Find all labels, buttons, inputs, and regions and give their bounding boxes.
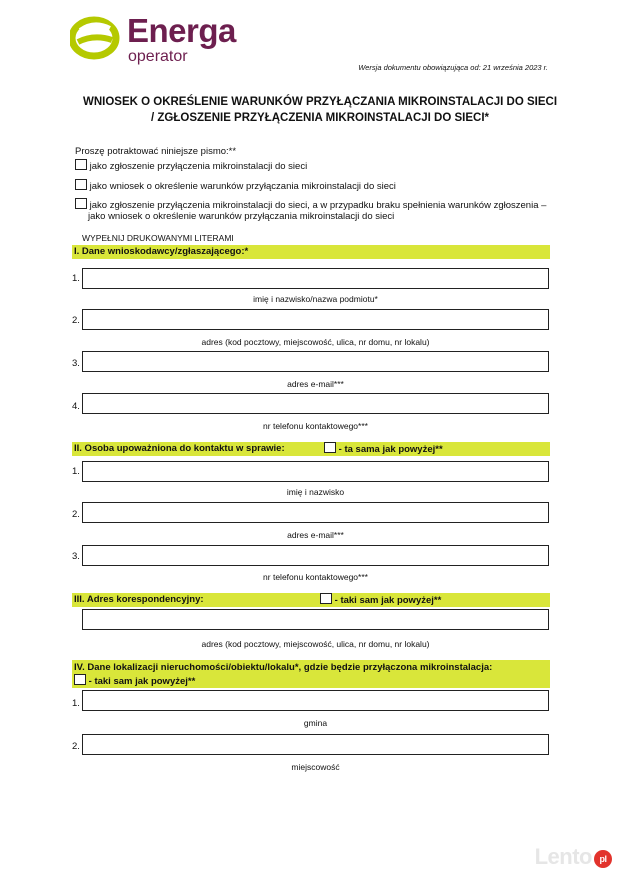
field-caption: nr telefonu kontaktowego*** bbox=[263, 572, 368, 582]
correspondence-address-input[interactable] bbox=[82, 609, 549, 630]
section-4-same-checkbox[interactable] bbox=[74, 674, 86, 685]
field-number: 4. bbox=[72, 401, 80, 412]
section-3-title: III. Adres korespondencyjny: bbox=[74, 594, 204, 605]
applicant-email-input[interactable] bbox=[82, 351, 549, 372]
applicant-phone-input[interactable] bbox=[82, 393, 549, 414]
contact-phone-input[interactable] bbox=[82, 545, 549, 566]
option-2-checkbox[interactable] bbox=[75, 179, 87, 190]
applicant-address-input[interactable] bbox=[82, 309, 549, 330]
applicant-name-input[interactable] bbox=[82, 268, 549, 289]
field-number: 1. bbox=[72, 698, 80, 709]
field-caption: adres e-mail*** bbox=[287, 379, 344, 389]
watermark-badge: pl bbox=[594, 850, 612, 868]
field-number: 2. bbox=[72, 315, 80, 326]
section-2-same-label: - ta sama jak powyżej** bbox=[338, 444, 443, 455]
section-1-header: I. Dane wnioskodawcy/zgłaszającego:* bbox=[72, 245, 550, 259]
field-number: 1. bbox=[72, 466, 80, 477]
field-caption: imię i nazwisko/nazwa podmiotu* bbox=[253, 294, 378, 304]
form-title-line1: WNIOSEK O OKREŚLENIE WARUNKÓW PRZYŁĄCZANIA MIKROINSTALACJI DO SIECI bbox=[82, 96, 558, 108]
option-1-checkbox[interactable] bbox=[75, 159, 87, 170]
option-1-label: jako zgłoszenie przyłączenia mikroinstalacji do sieci bbox=[89, 161, 308, 172]
section-4-same-option[interactable] bbox=[74, 674, 550, 688]
energa-logo-icon bbox=[70, 12, 122, 60]
option-row-1[interactable] bbox=[75, 159, 307, 174]
document-version: Wersja dokumentu obowiązująca od: 21 września 2023 r. bbox=[358, 63, 548, 72]
contact-email-input[interactable] bbox=[82, 502, 549, 523]
option-3-continuation: jako wniosek o określenie warunków przyłączania mikroinstalacji do sieci bbox=[88, 211, 395, 222]
lento-watermark bbox=[535, 844, 612, 870]
field-caption: adres (kod pocztowy, miejscowość, ulica, nr domu, nr lokalu) bbox=[201, 639, 430, 649]
section-3-same-checkbox[interactable] bbox=[320, 593, 332, 604]
field-number: 2. bbox=[72, 509, 80, 520]
section-2-same-option[interactable] bbox=[324, 442, 443, 457]
section-4-same-label: - taki sam jak powyżej** bbox=[88, 676, 196, 687]
municipality-input[interactable] bbox=[82, 690, 549, 711]
section-2-header bbox=[72, 442, 550, 456]
option-2-label: jako wniosek o określenie warunków przyłączania mikroinstalacji do sieci bbox=[89, 181, 396, 192]
section-3-same-option[interactable] bbox=[320, 593, 441, 608]
field-caption: adres (kod pocztowy, miejscowość, ulica, nr domu, nr lokalu) bbox=[201, 337, 430, 347]
section-3-header bbox=[72, 593, 550, 607]
field-caption: miejscowość bbox=[291, 762, 340, 772]
locality-input[interactable] bbox=[82, 734, 549, 755]
field-caption: adres e-mail*** bbox=[287, 530, 344, 540]
option-3-label: jako zgłoszenie przyłączenia mikroinstalacji do sieci, a w przypadku braku spełnienia warunków zgłoszenia – bbox=[89, 200, 547, 211]
section-3-same-label: - taki sam jak powyżej** bbox=[334, 595, 442, 606]
logo-subtitle: operator bbox=[128, 48, 188, 65]
form-title-line2: / ZGŁOSZENIE PRZYŁĄCZENIA MIKROINSTALACJI DO SIECI* bbox=[151, 112, 489, 124]
field-number: 3. bbox=[72, 358, 80, 369]
section-2-same-checkbox[interactable] bbox=[324, 442, 336, 453]
logo-name: Energa bbox=[127, 12, 236, 49]
watermark-text: Lento bbox=[534, 844, 592, 869]
field-number: 1. bbox=[72, 273, 80, 284]
section-4-header bbox=[72, 660, 550, 688]
print-hint: WYPEŁNIJ DRUKOWANYMI LITERAMI bbox=[82, 233, 234, 243]
field-caption: gmina bbox=[303, 718, 328, 728]
section-2-title: II. Osoba upoważniona do kontaktu w sprawie: bbox=[74, 443, 285, 454]
option-3-checkbox[interactable] bbox=[75, 198, 87, 209]
field-caption: imię i nazwisko bbox=[286, 487, 345, 497]
intro-text: Proszę potraktować niniejsze pismo:** bbox=[75, 146, 237, 157]
field-number: 2. bbox=[72, 741, 80, 752]
contact-name-input[interactable] bbox=[82, 461, 549, 482]
field-number: 3. bbox=[72, 551, 80, 562]
option-row-2[interactable] bbox=[75, 179, 396, 194]
field-caption: nr telefonu kontaktowego*** bbox=[263, 421, 368, 431]
section-4-title: IV. Dane lokalizacji nieruchomości/obiektu/lokalu*, gdzie będzie przyłączona mikroinstalacja: bbox=[74, 662, 493, 673]
